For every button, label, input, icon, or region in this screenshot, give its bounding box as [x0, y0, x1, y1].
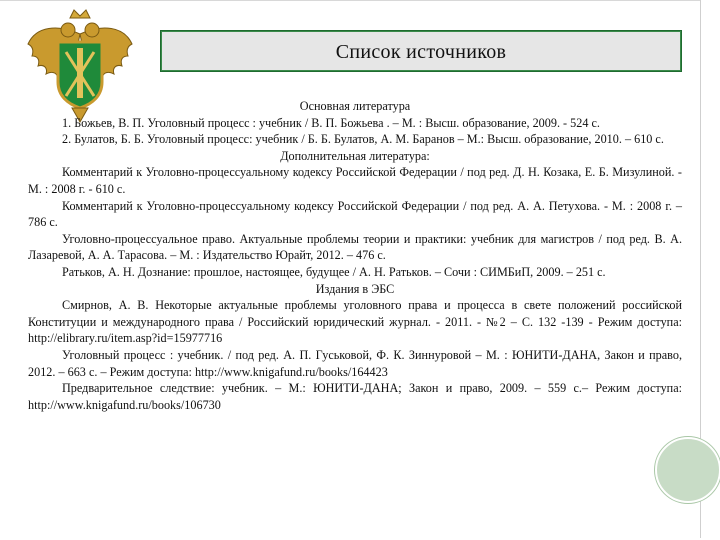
decorative-circle — [655, 437, 720, 503]
list-item: Смирнов, А. В. Некоторые актуальные проблемы уголовного права и процесса в свете положений российской Конституции и международного права / Российский юридический журнал. - 2011. - №2 – С. 132 -139 - Режим доступа: http://elibrary.ru/item.asp?id=15977716 — [28, 298, 682, 346]
section-heading-additional: Дополнительная литература: — [280, 148, 430, 163]
list-item: 1. Божьев, В. П. Уголовный процесс : учебник / В. П. Божьева . – М. : Высш. образование, 2009. - 524 с. — [62, 115, 600, 130]
list-item: Предварительное следствие: учебник. – М.: ЮНИТИ-ДАНА; Закон и право, 2009. – 559 с.– Режим доступа: http://www.knigafund.ru/books/106730 — [28, 381, 682, 412]
section-heading-ebs: Издания в ЭБС — [315, 281, 395, 296]
list-item: Комментарий к Уголовно-процессуальному кодексу Российской Федерации / под ред. Д. Н. Козака, Е. Б. Мизулиной. - М. : 2008 г. - 610 с. — [28, 165, 682, 196]
list-item: Комментарий к Уголовно-процессуальному кодексу Российской Федерации / под ред. А. А. Петухова. - М. : 2008 г. – 786 с. — [28, 198, 682, 230]
list-item: Уголовно-процессуальное право. Актуальные проблемы теории и практики: учебник для магистров / под ред. В. А. Лазаревой, А. А. Тарасова. – М. : Издательство Юрайт, 2012. – 476 с. — [28, 231, 682, 263]
list-item: Ратьков, А. Н. Дознание: прошлое, настоящее, будущее / А. Н. Ратьков. – Сочи : СИМБиП, 2009. – 251 с. — [62, 264, 606, 279]
bibliography-list — [28, 98, 682, 413]
title-banner — [160, 30, 682, 72]
page-title: Список источников — [335, 41, 507, 63]
list-item: Уголовный процесс : учебник. / под ред. А. П. Гуськовой, Ф. К. Зиннуровой – М. : ЮНИТИ-ДАНА, Закон и право, 2012. – 663 с. – Режим доступа: http://www.knigafund.ru/books/164423 — [28, 347, 682, 379]
list-item: 2. Булатов, Б. Б. Уголовный процесс: учебник / Б. Б. Булатов, А. М. Баранов – М.: Высш. образование, 2010. – 610 с. — [62, 132, 664, 147]
section-heading-main: Основная литература — [299, 99, 411, 113]
